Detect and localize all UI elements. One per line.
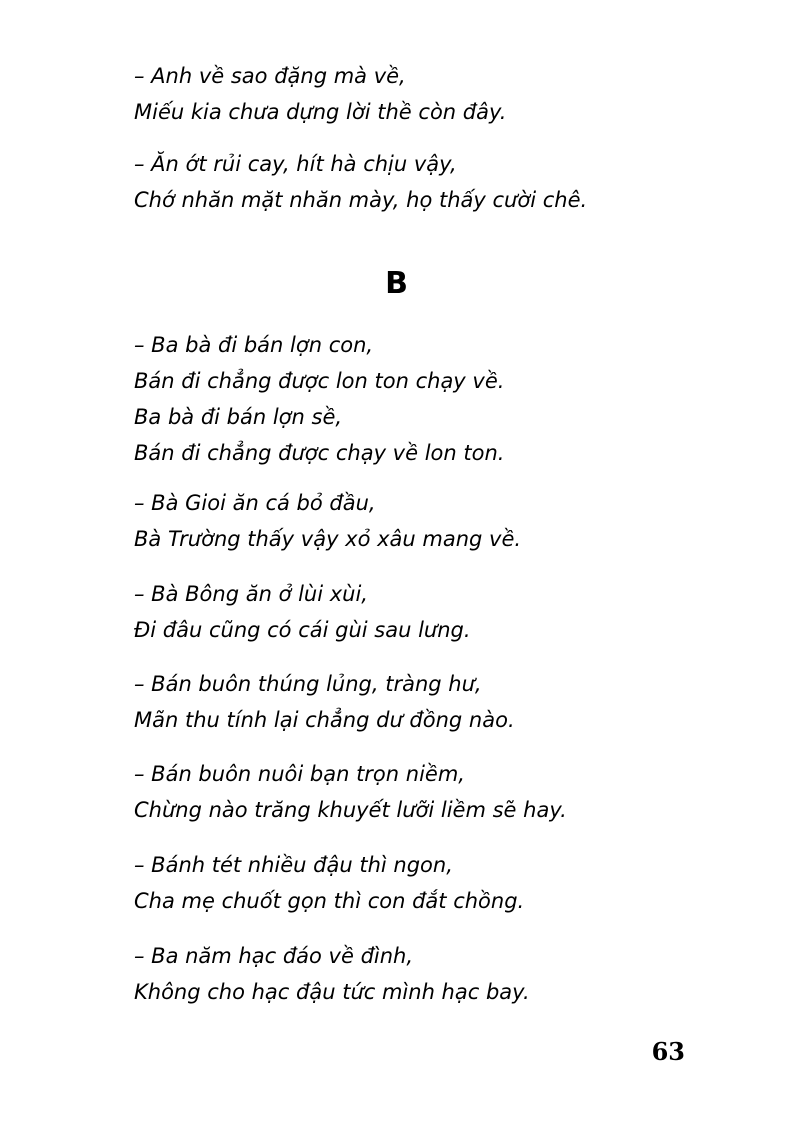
verse-line: Chừng nào trăng khuyết lưỡi liềm sẽ hay. [134, 798, 567, 822]
stanza [134, 327, 734, 471]
verse-line: Miếu kia chưa dựng lời thề còn đây. [134, 100, 507, 124]
verse-line: Ba bà đi bán lợn sề, [134, 405, 343, 429]
verse-line: – Bánh tét nhiều đậu thì ngon, [134, 853, 453, 877]
verse-line: – Bà Bông ăn ở lùi xùi, [134, 582, 368, 606]
verse-line: – Ba năm hạc đáo về đình, [134, 944, 414, 968]
stanza [134, 756, 734, 828]
stanza [134, 485, 734, 557]
verse-line: Bán đi chẳng được lon ton chạy về. [134, 369, 505, 393]
stanza [134, 58, 734, 130]
section-heading: B [385, 266, 408, 301]
stanza [134, 146, 734, 218]
page-number: 63 [651, 1037, 685, 1066]
verse-line: Đi đâu cũng có cái gùi sau lưng. [134, 618, 471, 642]
verse-line: – Ba bà đi bán lợn con, [134, 333, 374, 357]
stanza [134, 666, 734, 738]
verse-line: – Bán buôn thúng lủng, tràng hư, [134, 672, 482, 696]
verse-line: Chớ nhăn mặt nhăn mày, họ thấy cười chê. [134, 188, 588, 212]
stanza [134, 938, 734, 1010]
verse-line: – Bà Gioi ăn cá bỏ đầu, [134, 491, 376, 515]
verse-line: – Anh về sao đặng mà về, [134, 64, 406, 88]
stanza [134, 576, 734, 648]
verse-line: – Ăn ớt rủi cay, hít hà chịu vậy, [134, 152, 457, 176]
stanza [134, 847, 734, 919]
verse-line: Mãn thu tính lại chẳng dư đồng nào. [134, 708, 515, 732]
verse-line: Bán đi chẳng được chạy về lon ton. [134, 441, 505, 465]
verse-line: Không cho hạc đậu tức mình hạc bay. [134, 980, 530, 1004]
verse-line: Bà Trường thấy vậy xỏ xâu mang về. [134, 527, 522, 551]
verse-line: – Bán buôn nuôi bạn trọn niềm, [134, 762, 465, 786]
verse-line: Cha mẹ chuốt gọn thì con đắt chồng. [134, 889, 525, 913]
